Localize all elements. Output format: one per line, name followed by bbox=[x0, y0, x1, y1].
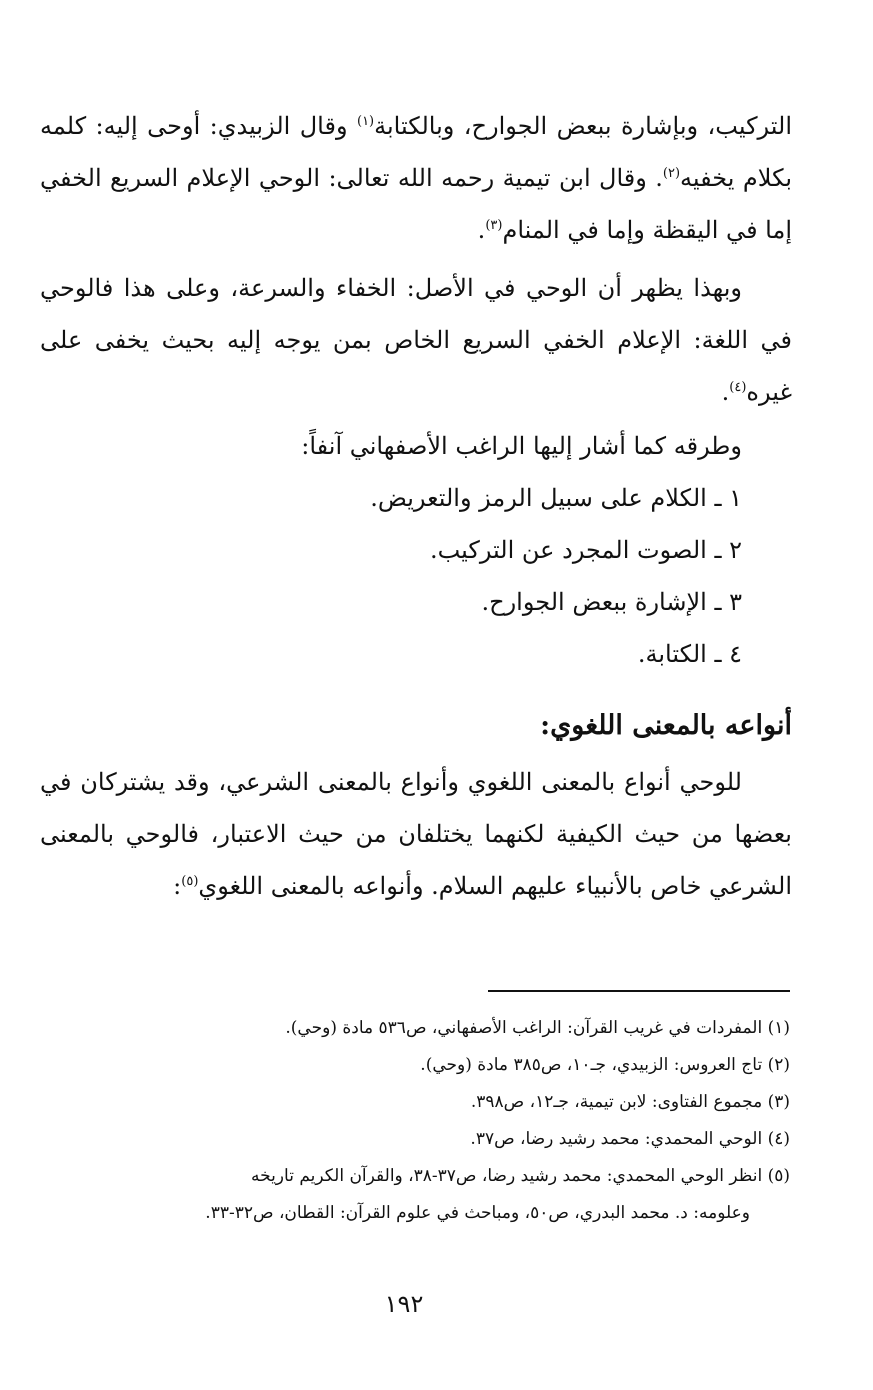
footnote-divider bbox=[488, 990, 790, 992]
footnote-3: (٣) مجموع الفتاوى: لابن تيمية، جـ١٢، ص٣٩٨. bbox=[470, 1092, 790, 1112]
paragraph-2-text-b: . bbox=[721, 378, 730, 406]
footnote-1: (١) المفردات في غريب القرآن: الراغب الأصفهاني، ص٥٣٦ مادة (وحي). bbox=[285, 1018, 790, 1038]
footnote-ref-3: (٣) bbox=[485, 218, 503, 233]
footnote-ref-2: (٢) bbox=[662, 166, 681, 181]
paragraph-3 bbox=[40, 756, 792, 912]
list-item: ٤ ـ الكتابة. bbox=[637, 640, 742, 668]
list-item: ٢ ـ الصوت المجرد عن التركيب. bbox=[429, 536, 742, 564]
paragraph-2 bbox=[40, 262, 792, 418]
paragraph-2-text-a: وبهذا يظهر أن الوحي في الأصل: الخفاء والسرعة، وعلى هذا فالوحي في اللغة: الإعلام الخفي السريع الخاص بمن يوجه إليه بحيث يخفى على غيره bbox=[40, 274, 792, 406]
section-heading: أنواعه بالمعنى اللغوي: bbox=[540, 710, 792, 741]
paragraph-3-text-a: للوحي أنواع بالمعنى اللغوي وأنواع بالمعنى الشرعي، وقد يشتركان في بعضها من حيث الكيفية لكنهما يختلفان من حيث الاعتبار، فالوحي بالمعنى الشرعي خاص بالأنبياء عليهم السلام. وأنواعه بالمعنى اللغوي bbox=[40, 768, 792, 900]
list-item: ٣ ـ الإشارة ببعض الجوارح. bbox=[481, 588, 742, 616]
footnote-5-continuation: وعلومه: د. محمد البدري، ص٥٠، ومباحث في علوم القرآن: القطان، ص٣٢-٣٣. bbox=[205, 1203, 750, 1223]
paragraph-3-text-b: : bbox=[173, 872, 182, 900]
paragraph-1-text-b: وقال الزبيدي: أوحى إليه: كلمه بكلام يخفيه bbox=[40, 112, 793, 192]
footnote-2: (٢) تاج العروس: الزبيدي، جـ١٠، ص٣٨٥ مادة (وحي). bbox=[420, 1055, 790, 1075]
footnote-4: (٤) الوحي المحمدي: محمد رشيد رضا، ص٣٧. bbox=[470, 1129, 790, 1149]
paragraph-1 bbox=[40, 100, 792, 256]
paragraph-1-text-c: . وقال ابن تيمية رحمه الله تعالى: الوحي الإعلام السريع الخفي إما في اليقظة وإما في المنام bbox=[40, 164, 792, 244]
list-intro: وطرقه كما أشار إليها الراغب الأصفهاني آنفاً: bbox=[301, 432, 742, 460]
list-item: ١ ـ الكلام على سبيل الرمز والتعريض. bbox=[370, 484, 742, 512]
footnote-ref-5: (٥) bbox=[181, 874, 199, 889]
footnote-5: (٥) انظر الوحي المحمدي: محمد رشيد رضا، ص٣٧-٣٨، والقرآن الكريم تاريخه bbox=[250, 1166, 790, 1186]
footnote-ref-1: (١) bbox=[356, 114, 375, 129]
paragraph-1-text-d: . bbox=[477, 216, 486, 244]
main-text bbox=[40, 100, 792, 912]
methods-list bbox=[40, 472, 792, 680]
page-number: ١٩٢ bbox=[384, 1290, 424, 1318]
footnotes bbox=[40, 1010, 790, 1232]
paragraph-1-text-a: التركيب، وبإشارة ببعض الجوارح، وبالكتابة bbox=[374, 112, 792, 140]
footnote-ref-4: (٤) bbox=[729, 380, 747, 395]
